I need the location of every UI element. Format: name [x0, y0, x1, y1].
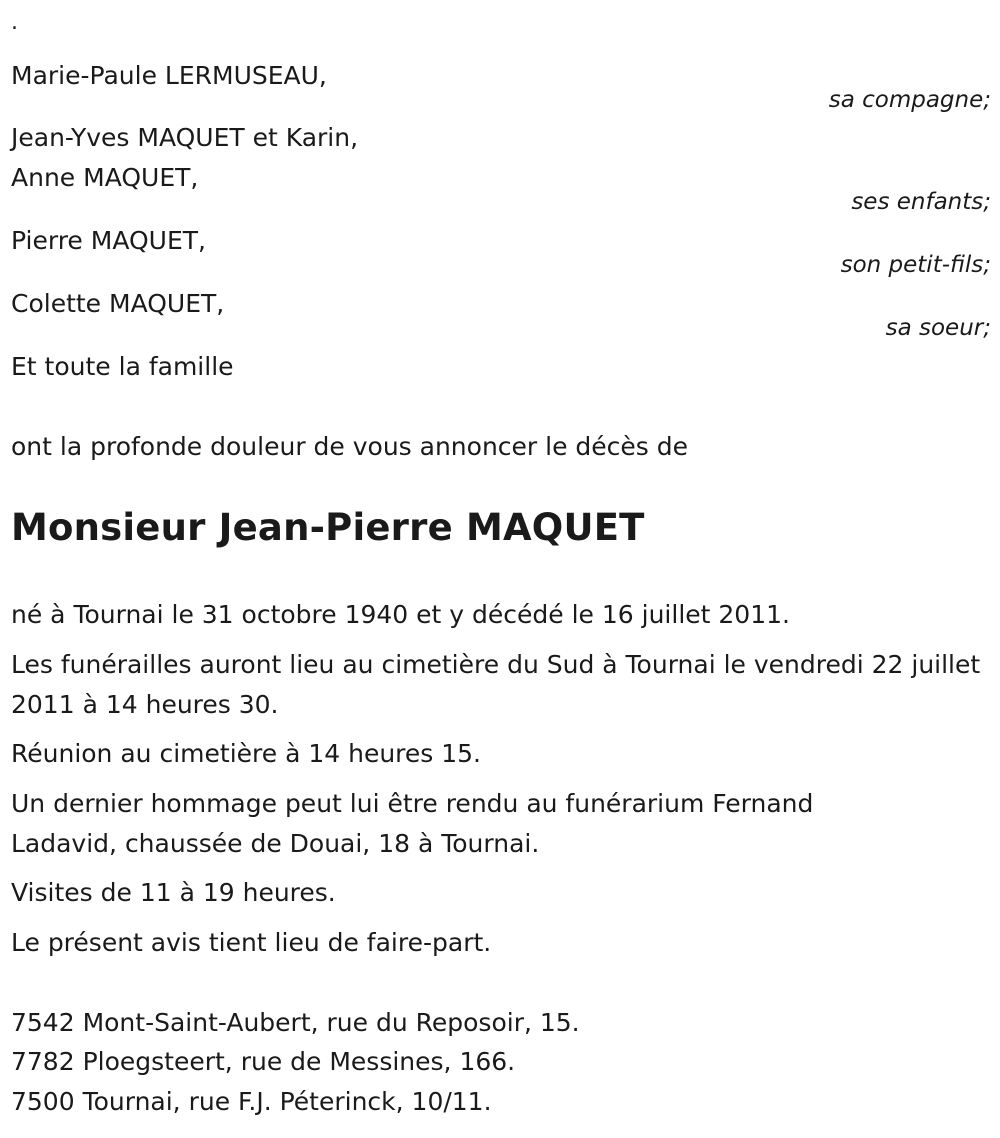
family-role: son petit-fils;	[840, 252, 991, 278]
birth-death-line: né à Tournai le 31 octobre 1940 et y décédé le 16 juillet 2011.	[11, 600, 790, 629]
tribute-info: Un dernier hommage peut lui être rendu au funérarium Fernand Ladavid, chaussée de Douai, 18 à Tournai.	[11, 789, 814, 858]
address-line: 7542 Mont-Saint-Aubert, rue du Reposoir, 15.	[11, 1008, 580, 1037]
family-role: sa compagne;	[828, 87, 991, 113]
funeral-info: Les funérailles auront lieu au cimetière du Sud à Tournai le vendredi 22 juillet 2011 à 14 heures 30.	[11, 650, 981, 719]
family-role: ses enfants;	[851, 189, 991, 215]
visiting-hours: Visites de 11 à 19 heures.	[11, 878, 336, 907]
family-member-name: Colette MAQUET,	[11, 289, 225, 318]
faire-part-note: Le présent avis tient lieu de faire-part.	[11, 928, 492, 957]
announcement-line: ont la profonde douleur de vous annoncer le décès de	[11, 432, 689, 461]
family-member-name: Anne MAQUET,	[11, 163, 199, 192]
leading-dot: .	[11, 10, 18, 35]
address-line: 7500 Tournai, rue F.J. Péterinck, 10/11.	[11, 1087, 492, 1116]
family-member-name: Jean-Yves MAQUET et Karin,	[11, 123, 359, 152]
family-role: sa soeur;	[885, 315, 991, 341]
address-line: 7782 Ploegsteert, rue de Messines, 166.	[11, 1047, 516, 1076]
all-family-line: Et toute la famille	[11, 352, 234, 381]
meeting-info: Réunion au cimetière à 14 heures 15.	[11, 739, 482, 768]
deceased-name-heading: Monsieur Jean-Pierre MAQUET	[11, 506, 645, 549]
family-member-name: Pierre MAQUET,	[11, 226, 206, 255]
family-member-name: Marie-Paule LERMUSEAU,	[11, 61, 327, 90]
